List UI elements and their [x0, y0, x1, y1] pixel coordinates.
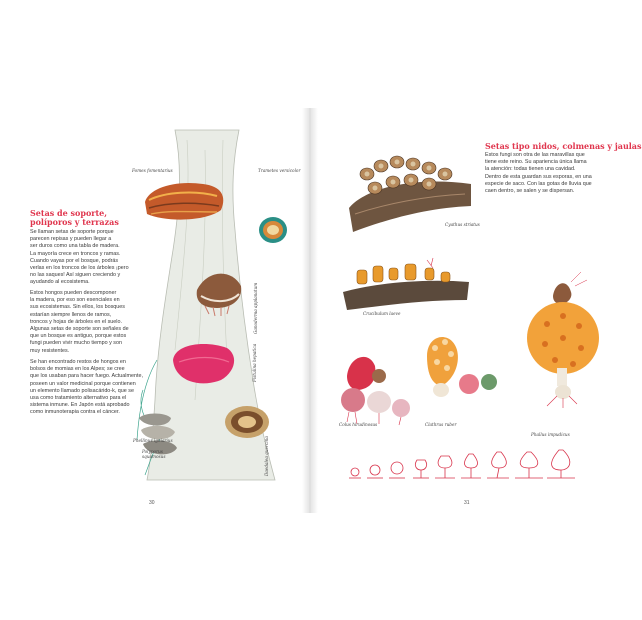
text-line: troncos y hojas de árboles en el suelo.	[30, 318, 122, 325]
daedalea-fungus	[225, 406, 269, 438]
text-line: verlas en los troncos de los árboles ¡pero	[30, 265, 129, 272]
red-sketch-row	[347, 448, 577, 484]
text-line: especie de saco. Con las gotas de lluvia que	[485, 180, 592, 187]
label-clathrus: Clathrus ruber	[425, 422, 457, 427]
text-line: como inmunoterapia contra el cáncer.	[30, 409, 120, 416]
colus-illustration	[335, 336, 415, 426]
right-heading	[485, 142, 642, 151]
left-paragraph-1	[30, 229, 129, 287]
text-line: estarían siempre llenos de ramos,	[30, 311, 112, 318]
left-paragraph-2	[30, 290, 129, 355]
text-line: Algunas setas de soporte son señales de	[30, 326, 129, 333]
left-page-number: 30	[149, 500, 155, 506]
label-ganoderma: Ganoderma applanatum	[253, 282, 258, 334]
left-page	[0, 108, 309, 513]
crucibulum-illustration	[341, 256, 471, 316]
label-daedalea: Daedalea quercina	[264, 436, 269, 476]
text-line: Dentro de esta guardan sus esporas, en una	[485, 173, 592, 180]
label-fomes: Fomes fomentarius	[132, 168, 173, 173]
right-heading-line-1: Setas tipo nidos, colmenas y jaulas	[485, 141, 642, 151]
left-heading	[30, 209, 119, 227]
text-line: un elemento llamado polisacárido-k, que se	[30, 387, 134, 394]
trametes-fungus	[259, 217, 287, 243]
label-crucibulum: Crucibulum laeve	[363, 311, 401, 316]
text-line: La mayoría crece en troncos y ramas.	[30, 250, 121, 257]
text-line: ser duros como una tabla de madera.	[30, 243, 120, 250]
text-line: Estos hongos pueden descomponer	[30, 290, 117, 296]
text-line: Cuando vayas por el bosque, podrás	[30, 257, 119, 264]
text-line: la atención: todas tienen una cavidad.	[485, 166, 576, 173]
text-line: muy resistentes.	[30, 347, 70, 354]
label-cyathus: Cyathus striatus	[445, 222, 480, 227]
left-paragraph-3	[30, 359, 143, 417]
left-heading-line-2: políporos y terrazas	[30, 217, 119, 227]
fomes-fungus	[145, 183, 223, 220]
text-line: Estos fungi son otra de las maravillas que	[485, 152, 585, 158]
text-line: sus ecosistemas. Sin ellos, los bosques	[30, 304, 125, 311]
text-line: bolsos de momias en los Alpes; se cree	[30, 366, 125, 373]
text-line: tiene este reino. Su apariencia única llama	[485, 159, 587, 166]
book-spread	[0, 108, 642, 513]
text-line: poseen un valor medicinal porque contienen	[30, 380, 136, 387]
label-trametes: Trametes versicolor	[258, 168, 301, 173]
text-line: Se han encontrado restos de hongos en	[30, 359, 126, 365]
text-line: que los usaban para hacer fuego. Actualmente,	[30, 373, 143, 380]
label-phellinus: Phellinus igniarius	[133, 438, 173, 443]
label-colus: Colus hirudinosus	[339, 422, 378, 427]
text-line: Se llaman setas de soporte porque	[30, 229, 114, 235]
label-phallus: Phallus impudicus	[531, 432, 570, 437]
phallus-illustration	[517, 268, 607, 408]
label-polyporus: Polyporus squamosus	[142, 449, 166, 459]
text-line: que un bosque es antiguo, porque estos	[30, 333, 127, 340]
text-line: usa como tratamiento alternativo para el	[30, 395, 127, 402]
clathrus-illustration	[417, 326, 497, 416]
tree-trunk-illustration	[135, 130, 295, 480]
right-paragraph	[485, 152, 592, 195]
label-fistulina: Fistulina hepatica	[252, 343, 257, 382]
text-line: ayudando al ecosistema.	[30, 279, 90, 286]
text-line: caen dentro, se salen y se dispersan.	[485, 188, 575, 195]
left-heading-line-1: Setas de soporte,	[30, 208, 108, 218]
text-line: la madera, por eso son esenciales en	[30, 297, 120, 304]
text-line: parecen repisas y pueden llegar a	[30, 236, 112, 243]
text-line: fungi pueden vivir mucho tiempo y son	[30, 340, 122, 347]
right-page-number: 31	[464, 500, 470, 506]
text-line: sistema inmune. En Japón está aprobado	[30, 402, 130, 409]
text-line: no las saques! Así siguen creciendo y	[30, 272, 121, 279]
right-page	[311, 108, 642, 513]
